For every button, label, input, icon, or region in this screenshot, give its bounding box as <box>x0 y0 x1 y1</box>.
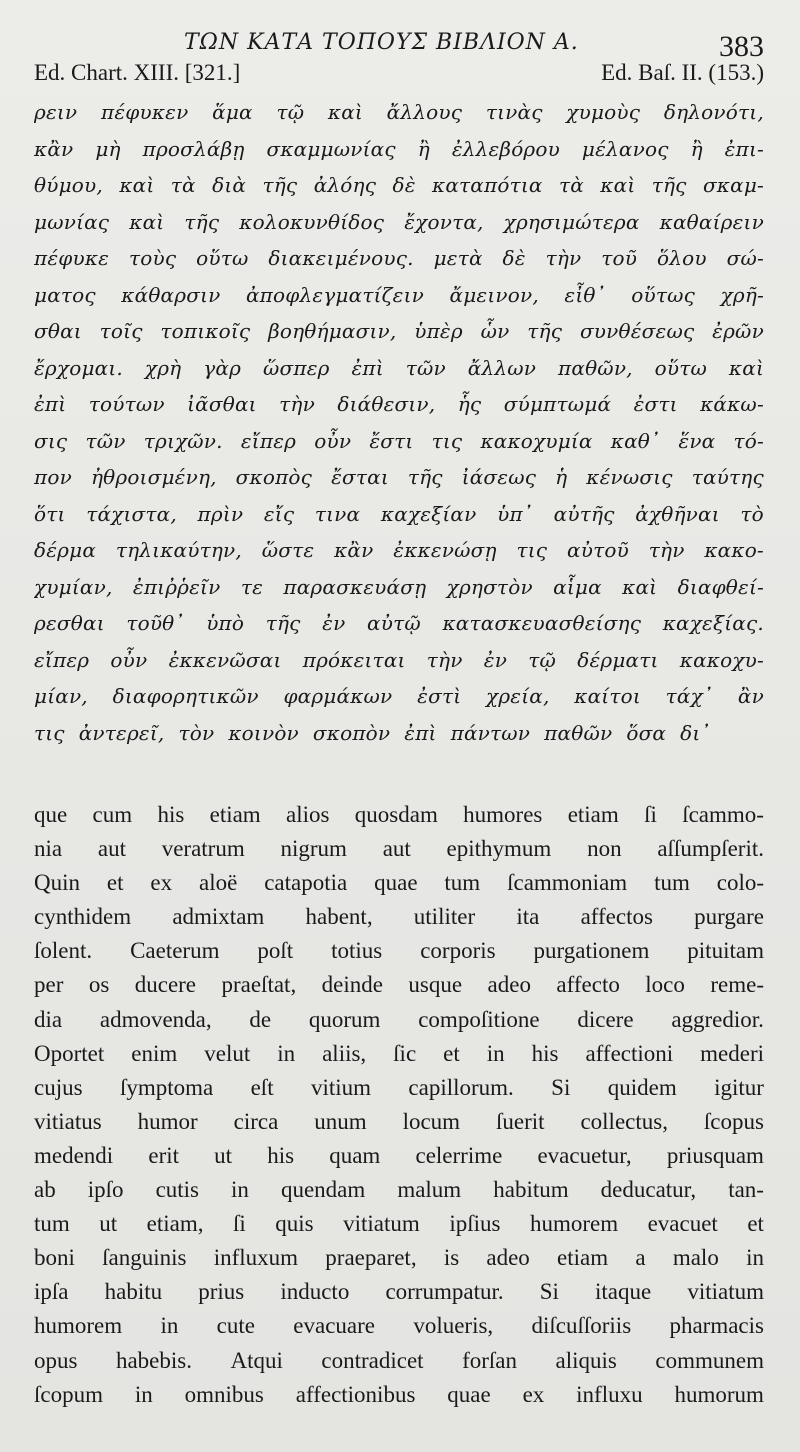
greek-text-line: μίαν, διαφορητικῶν φαρμάκων ἐστὶ χρεία, καίτοι τάχ᾽ ἂν <box>34 684 764 708</box>
latin-text-line: cujus ſymptoma eſt vitium capillorum. Si quidem igitur <box>34 1074 764 1100</box>
latin-text-line: que cum his etiam alios quosdam humores etiam ſi ſcammo- <box>34 802 764 827</box>
latin-text-line: ipſa habitu prius inducto corrumpatur. Si itaque vitiatum <box>34 1279 764 1305</box>
page-number: 383 <box>719 30 764 63</box>
greek-text-line: σθαι τοῖς τοπικοῖς βοηθήμασιν, ὑπὲρ ὧν τῆς συνθέσεως ἐρῶν <box>34 319 764 343</box>
latin-text-line: dia admovenda, de quorum compoſitione dicere aggredior. <box>34 1006 764 1032</box>
greek-text-block <box>34 94 764 751</box>
greek-text-line: ἐπὶ τούτων ἰᾶσθαι τὴν διάθεσιν, ἧς σύμπτωμά ἐστι κάκω- <box>34 392 764 416</box>
greek-text-line: ματος κάθαρσιν ἀποφλεγματίζειν ἄμεινον, εἶθ᾽ οὕτως χρῆ- <box>34 282 764 307</box>
latin-text-line: medendi erit ut his quam celerrime evacuetur, priusquam <box>34 1142 764 1168</box>
greek-text-line: δέρμα τηλικαύτην, ὥστε κἂν ἐκκενώσῃ τις αὐτοῦ τὴν κακο- <box>34 538 764 562</box>
edition-left: Ed. Chart. XIII. [321.] <box>34 60 241 85</box>
latin-text-line: vitiatus humor circa unum locum ſuerit collectus, ſcopus <box>34 1108 764 1134</box>
latin-text-block <box>34 798 764 1412</box>
edition-right: Ed. Baſ. II. (153.) <box>601 60 764 85</box>
greek-text-line: κἂν μὴ προσλάβῃ σκαμμωνίας ἢ ἐλλεβόρου μέλανος ἢ ἐπι- <box>34 136 764 161</box>
latin-text-line: Oportet enim velut in aliis, ſic et in his affectioni mederi <box>34 1040 764 1066</box>
latin-text-line: humorem in cute evacuare volueris, diſcuſſoriis pharmacis <box>34 1313 764 1339</box>
latin-text-line: opus habebis. Atqui contradicet forſan aliquis communem <box>34 1347 764 1373</box>
greek-text-line: σις τῶν τριχῶν. εἴπερ οὖν ἔστι τις κακοχυμία καθ᾽ ἕνα τό- <box>34 428 764 453</box>
latin-text-line: ſcopum in omnibus affectionibus quae ex influxu humorum <box>34 1381 764 1407</box>
greek-text-line: μωνίας καὶ τῆς κολοκυνθίδος ἔχοντα, χρησιμώτερα καθαίρειν <box>34 209 764 234</box>
latin-text-line: per os ducere praeſtat, deinde usque adeo affecto loco reme- <box>34 972 764 998</box>
greek-text-line: πέφυκε τοὺς οὕτω διακειμένους. μετὰ δὲ τὴν τοῦ ὅλου σώ- <box>34 246 764 270</box>
latin-text-line: ab ipſo cutis in quendam malum habitum deducatur, tan- <box>34 1177 764 1203</box>
greek-text-line: εἴπερ οὖν ἐκκενῶσαι πρόκειται τὴν ἐν τῷ δέρματι κακοχυ- <box>34 647 764 672</box>
greek-text-line: ὅτι τάχιστα, πρὶν εἴς τινα καχεξίαν ὑπ᾽ αὐτῆς ἀχθῆναι τὸ <box>34 501 764 526</box>
latin-text-line: tum ut etiam, ſi quis vitiatum ipſius humorem evacuet et <box>34 1211 764 1237</box>
running-header <box>34 0 764 63</box>
latin-text-line: boni ſanguinis influxum praeparet, is adeo etiam a malo in <box>34 1245 764 1271</box>
greek-text-line: τις ἀντερεῖ, τὸν κοινὸν σκοπὸν ἐπὶ πάντων παθῶν ὅσα δι᾽ <box>34 720 711 745</box>
greek-text-line: ρεσθαι τοῦθ᾽ ὑπὸ τῆς ἐν αὐτῷ κατασκευασθείσης καχεξίας. <box>34 611 764 635</box>
greek-text-line: ἔρχομαι. χρὴ γὰρ ὥσπερ ἐπὶ τῶν ἄλλων παθῶν, οὕτω καὶ <box>34 355 764 380</box>
section-gap <box>34 751 764 798</box>
latin-text-line: Quin et ex aloë catapotia quae tum ſcammoniam tum colo- <box>34 870 764 896</box>
latin-text-line: cynthidem admixtam habent, utiliter ita affectos purgare <box>34 904 764 930</box>
running-title: ΤΩΝ ΚΑΤΑ ΤΟΠΟΥΣ ΒΙΒΛΙΟΝ Α. <box>184 30 579 55</box>
edition-references <box>34 58 764 88</box>
greek-text-line: χυμίαν, ἐπιῤῥεῖν τε παρασκευάσῃ χρηστὸν αἷμα καὶ διαφθεί- <box>34 574 764 599</box>
latin-text-line: nia aut veratrum nigrum aut epithymum non aſſumpſerit. <box>34 836 764 862</box>
latin-text-line: ſolent. Caeterum poſt totius corporis purgationem pituitam <box>34 938 764 964</box>
greek-text-line: πον ἠθροισμένη, σκοπὸς ἔσται τῆς ἰάσεως ἡ κένωσις ταύτης <box>34 465 764 489</box>
greek-text-line: θύμου, καὶ τὰ διὰ τῆς ἀλόης δὲ καταπότια τὰ καὶ τῆς σκαμ- <box>34 173 764 197</box>
greek-text-line: ρειν πέφυκεν ἅμα τῷ καὶ ἄλλους τινὰς χυμοὺς δηλονότι, <box>34 100 764 124</box>
